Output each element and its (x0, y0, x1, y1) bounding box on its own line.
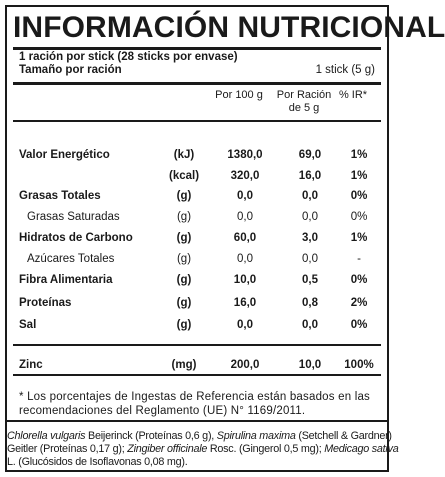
ingredient-species: Chlorella vulgaris (7, 430, 86, 442)
value-per-100g: 320,0 (230, 170, 260, 182)
value-percent-ir: 0% (350, 274, 368, 286)
column-header-ir: % IR* (338, 89, 368, 101)
value-per-100g: 16,0 (233, 297, 257, 309)
nutrient-name: Grasas Totales (19, 190, 101, 202)
value-per-serving: 0,0 (302, 211, 318, 223)
nutrient-unit: (g) (176, 211, 192, 223)
value-percent-ir: 2% (350, 297, 368, 309)
nutrient-row (13, 359, 381, 375)
zinc-top-rule (13, 344, 381, 346)
ingredient-detail: (Setchell & Gardner) Geitler (Proteínas 0,17 g); (7, 430, 392, 455)
column-header-per-serving-line1: Por Ración (276, 89, 332, 101)
ingredient-detail: Rosc. (Gingerol 0,5 mg); (207, 443, 325, 455)
value-percent-ir: 1% (350, 149, 368, 161)
nutrient-name: Azúcares Totales (27, 253, 115, 265)
nutrient-name: Grasas Saturadas (27, 211, 120, 223)
zinc-bottom-rule (13, 374, 381, 376)
nutrient-row (13, 211, 381, 227)
nutrient-name: Valor Energético (19, 149, 110, 161)
nutrient-row (13, 190, 381, 206)
value-per-100g: 0,0 (237, 190, 253, 202)
value-percent-ir: 0% (350, 211, 368, 223)
nutrient-row (13, 232, 381, 248)
value-percent-ir: 0% (350, 190, 368, 202)
value-percent-ir: 1% (350, 170, 368, 182)
nutrient-unit: (g) (176, 190, 192, 202)
nutrient-row (13, 297, 381, 313)
nutrient-name: Zinc (19, 359, 43, 371)
nutrient-unit: (g) (176, 253, 192, 265)
nutrient-name: Proteínas (19, 297, 72, 309)
value-percent-ir: 100% (344, 359, 374, 371)
value-per-serving: 16,0 (298, 170, 322, 182)
nutrition-facts-panel (5, 5, 445, 472)
value-percent-ir: 1% (350, 232, 368, 244)
value-percent-ir: - (357, 253, 361, 265)
servings-per-pack: 1 ración por stick (28 sticks por envase) (19, 51, 238, 63)
ingredient-species: Zingiber officinale (127, 443, 208, 455)
value-per-serving: 0,0 (302, 253, 318, 265)
value-percent-ir: 0% (350, 319, 368, 331)
nutrient-unit: (g) (176, 319, 192, 331)
ingredient-detail: L. (Glucósidos de Isoflavonas 0,08 mg). (7, 456, 188, 468)
title-rule (13, 47, 381, 50)
footnote-rule (7, 420, 387, 422)
value-per-serving: 0,5 (302, 274, 318, 286)
value-per-serving: 69,0 (298, 149, 322, 161)
value-per-serving: 0,8 (302, 297, 318, 309)
value-per-serving: 0,0 (302, 319, 318, 331)
nutrient-unit: (kcal) (169, 170, 200, 182)
value-per-serving: 10,0 (298, 359, 322, 371)
nutrient-name: Fibra Alimentaria (19, 274, 113, 286)
ingredients-text (7, 430, 401, 469)
value-per-100g: 0,0 (237, 211, 253, 223)
value-per-100g: 0,0 (237, 319, 253, 331)
nutrient-unit: (kJ) (173, 149, 195, 161)
nutrient-unit: (mg) (171, 359, 197, 371)
nutrient-name: Sal (19, 319, 37, 331)
value-per-100g: 60,0 (233, 232, 257, 244)
nutrient-row (13, 253, 381, 269)
value-per-100g: 1380,0 (227, 149, 263, 161)
column-header-per-serving-line2: de 5 g (288, 102, 320, 114)
ingredient-species: Medicago sativa (324, 443, 399, 455)
nutrient-row (13, 170, 381, 186)
ir-footnote: * Los porcentajes de Ingestas de Referencia están basados en las recomendaciones del Reglamento (UE) N° 1169/2011. (19, 391, 370, 417)
ingredient-species: Spirulina maxima (216, 430, 296, 442)
serving-size-label: Tamaño por ración (19, 64, 122, 76)
ingredient-detail: Beijerinck (Proteínas 0,6 g), (85, 430, 217, 442)
panel-title: INFORMACIÓN NUTRICIONAL (13, 11, 445, 44)
nutrient-unit: (g) (176, 232, 192, 244)
nutrient-name: Hidratos de Carbono (19, 232, 133, 244)
serving-rule (13, 82, 381, 85)
column-header-per100: Por 100 g (215, 89, 263, 101)
value-per-100g: 200,0 (230, 359, 260, 371)
nutrient-row (13, 149, 381, 165)
value-per-100g: 0,0 (237, 253, 253, 265)
value-per-serving: 3,0 (302, 232, 318, 244)
nutrient-unit: (g) (176, 297, 192, 309)
nutrient-unit: (g) (176, 274, 192, 286)
nutrient-row (13, 274, 381, 290)
value-per-serving: 0,0 (302, 190, 318, 202)
value-per-100g: 10,0 (233, 274, 257, 286)
nutrient-row (13, 319, 381, 335)
header-rule (13, 120, 381, 122)
serving-size-value: 1 stick (5 g) (315, 64, 375, 76)
